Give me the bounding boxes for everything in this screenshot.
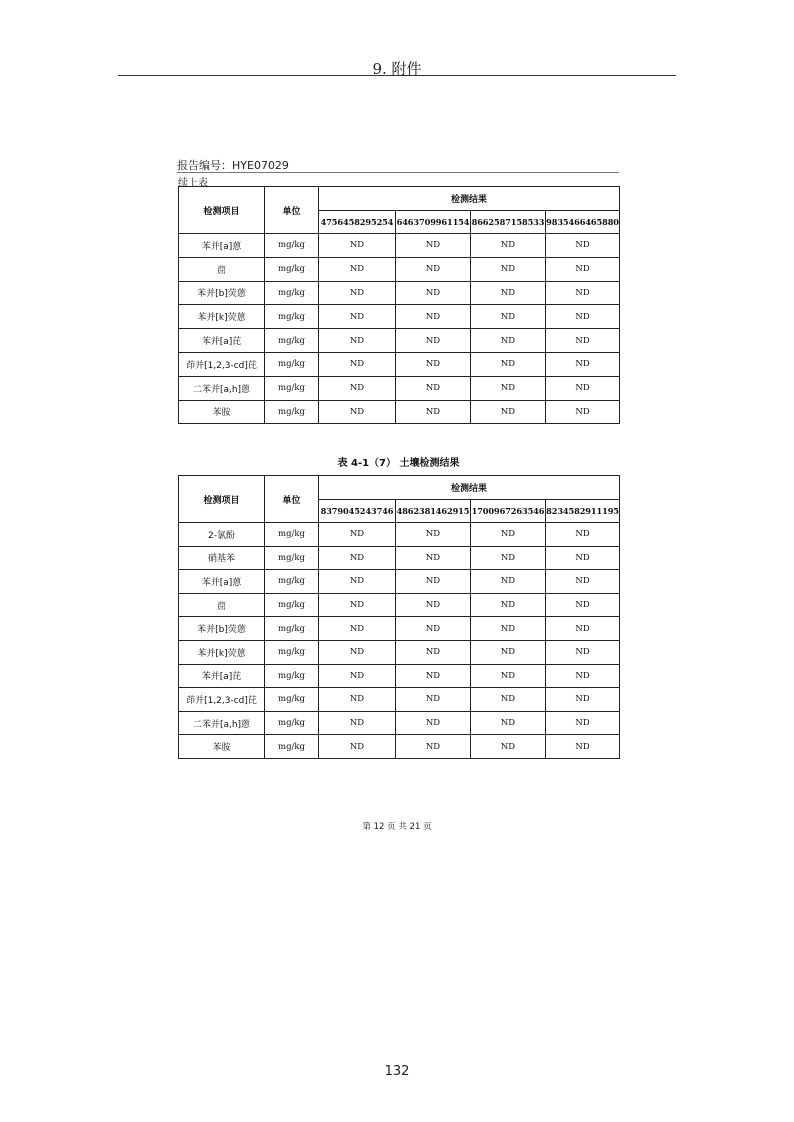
value: ND [471, 376, 546, 400]
value: ND [396, 329, 471, 353]
unit: mg/kg [265, 234, 319, 258]
item-name: 苯胺 [179, 400, 265, 424]
sample-id: 8379045243746 [319, 500, 396, 523]
value: ND [319, 688, 396, 712]
value: ND [546, 352, 620, 376]
item-name: 苯并[b]荧蒽 [179, 281, 265, 305]
value: ND [546, 376, 620, 400]
value: ND [396, 400, 471, 424]
value: ND [471, 257, 546, 281]
item-name: 苯并[a]蒽 [179, 570, 265, 594]
unit: mg/kg [265, 640, 319, 664]
header-item: 检测项目 [179, 187, 265, 234]
value: ND [471, 281, 546, 305]
table-row [179, 735, 620, 759]
table-row [179, 711, 620, 735]
unit: mg/kg [265, 376, 319, 400]
table-row [179, 688, 620, 712]
unit: mg/kg [265, 523, 319, 547]
header-unit: 单位 [265, 187, 319, 234]
value: ND [546, 617, 620, 641]
item-name: 茚并[1,2,3-cd]芘 [179, 352, 265, 376]
value: ND [471, 617, 546, 641]
value: ND [471, 305, 546, 329]
report-divider [177, 172, 619, 173]
value: ND [396, 281, 471, 305]
value: ND [471, 234, 546, 258]
item-name: 硝基苯 [179, 546, 265, 570]
table-row [179, 546, 620, 570]
table-row [179, 234, 620, 258]
unit: mg/kg [265, 400, 319, 424]
item-name: 苯并[b]荧蒽 [179, 617, 265, 641]
value: ND [319, 735, 396, 759]
table-row [179, 352, 620, 376]
value: ND [396, 570, 471, 594]
value: ND [471, 640, 546, 664]
header-results: 检测结果 [319, 187, 620, 211]
sample-id: 9835466465880 [546, 211, 620, 234]
unit: mg/kg [265, 711, 319, 735]
value: ND [319, 593, 396, 617]
unit: mg/kg [265, 617, 319, 641]
table-row [179, 640, 620, 664]
unit: mg/kg [265, 735, 319, 759]
value: ND [319, 376, 396, 400]
unit: mg/kg [265, 664, 319, 688]
value: ND [471, 329, 546, 353]
unit: mg/kg [265, 305, 319, 329]
value: ND [546, 711, 620, 735]
sample-id: 8662587158533 [471, 211, 546, 234]
value: ND [319, 281, 396, 305]
report-number: 报告编号：HYE07029 [177, 159, 289, 172]
value: ND [546, 735, 620, 759]
table-row [179, 570, 620, 594]
value: ND [319, 664, 396, 688]
value: ND [546, 546, 620, 570]
value: ND [471, 735, 546, 759]
value: ND [396, 664, 471, 688]
item-name: 苯并[a]蒽 [179, 234, 265, 258]
page-number: 132 [384, 1064, 410, 1079]
item-name: 䓛 [179, 593, 265, 617]
continued-label: 续上表 [178, 178, 208, 189]
unit: mg/kg [265, 352, 319, 376]
value: ND [546, 400, 620, 424]
sample-id: 6463709961154 [396, 211, 471, 234]
value: ND [319, 234, 396, 258]
value: ND [319, 523, 396, 547]
value: ND [319, 305, 396, 329]
item-name: 苯并[k]荧蒽 [179, 640, 265, 664]
item-name: 茚并[1,2,3-cd]芘 [179, 688, 265, 712]
header-item: 检测项目 [179, 476, 265, 523]
item-name: 苯并[a]芘 [179, 329, 265, 353]
table-row [179, 523, 620, 547]
table-caption: 表 4-1（7） 土壤检测结果 [337, 458, 460, 469]
value: ND [396, 640, 471, 664]
value: ND [471, 546, 546, 570]
value: ND [396, 376, 471, 400]
value: ND [319, 329, 396, 353]
value: ND [471, 523, 546, 547]
sample-id: 4862381462915 [396, 500, 471, 523]
value: ND [546, 234, 620, 258]
table-row [179, 400, 620, 424]
value: ND [546, 688, 620, 712]
value: ND [471, 688, 546, 712]
value: ND [396, 257, 471, 281]
unit: mg/kg [265, 570, 319, 594]
unit: mg/kg [265, 281, 319, 305]
page-count: 第 12 页 共 21 页 [362, 822, 432, 832]
value: ND [471, 400, 546, 424]
value: ND [319, 257, 396, 281]
chapter-title: 9. 附件 [372, 60, 422, 78]
table-row [179, 664, 620, 688]
value: ND [546, 523, 620, 547]
value: ND [319, 711, 396, 735]
value: ND [319, 617, 396, 641]
table-row [179, 593, 620, 617]
value: ND [546, 570, 620, 594]
value: ND [319, 546, 396, 570]
soil-results-table [178, 475, 620, 759]
value: ND [471, 570, 546, 594]
unit: mg/kg [265, 688, 319, 712]
table-row [179, 281, 620, 305]
item-name: 苯并[k]荧蒽 [179, 305, 265, 329]
item-name: 二苯并[a,h]蒽 [179, 376, 265, 400]
item-name: 䓛 [179, 257, 265, 281]
item-name: 二苯并[a,h]蒽 [179, 711, 265, 735]
value: ND [319, 400, 396, 424]
table-row [179, 617, 620, 641]
value: ND [546, 305, 620, 329]
value: ND [319, 570, 396, 594]
value: ND [396, 593, 471, 617]
value: ND [471, 664, 546, 688]
value: ND [396, 352, 471, 376]
value: ND [396, 234, 471, 258]
item-name: 苯胺 [179, 735, 265, 759]
unit: mg/kg [265, 257, 319, 281]
value: ND [546, 640, 620, 664]
value: ND [546, 593, 620, 617]
chapter-divider [118, 75, 676, 76]
item-name: 苯并[a]芘 [179, 664, 265, 688]
table-row [179, 257, 620, 281]
value: ND [546, 281, 620, 305]
value: ND [319, 352, 396, 376]
value: ND [396, 523, 471, 547]
sample-id: 1700967263546 [471, 500, 546, 523]
value: ND [396, 688, 471, 712]
value: ND [471, 352, 546, 376]
value: ND [546, 329, 620, 353]
value: ND [319, 640, 396, 664]
results-table-continued [178, 186, 620, 424]
table-row [179, 376, 620, 400]
unit: mg/kg [265, 546, 319, 570]
value: ND [546, 257, 620, 281]
unit: mg/kg [265, 593, 319, 617]
value: ND [396, 305, 471, 329]
value: ND [471, 593, 546, 617]
value: ND [396, 546, 471, 570]
sample-id: 8234582911195 [546, 500, 620, 523]
value: ND [546, 664, 620, 688]
sample-id: 4756458295254 [319, 211, 396, 234]
header-results: 检测结果 [319, 476, 620, 500]
value: ND [471, 711, 546, 735]
value: ND [396, 735, 471, 759]
header-unit: 单位 [265, 476, 319, 523]
value: ND [396, 617, 471, 641]
value: ND [396, 711, 471, 735]
table-row [179, 305, 620, 329]
item-name: 2-氯酚 [179, 523, 265, 547]
table-row [179, 329, 620, 353]
unit: mg/kg [265, 329, 319, 353]
